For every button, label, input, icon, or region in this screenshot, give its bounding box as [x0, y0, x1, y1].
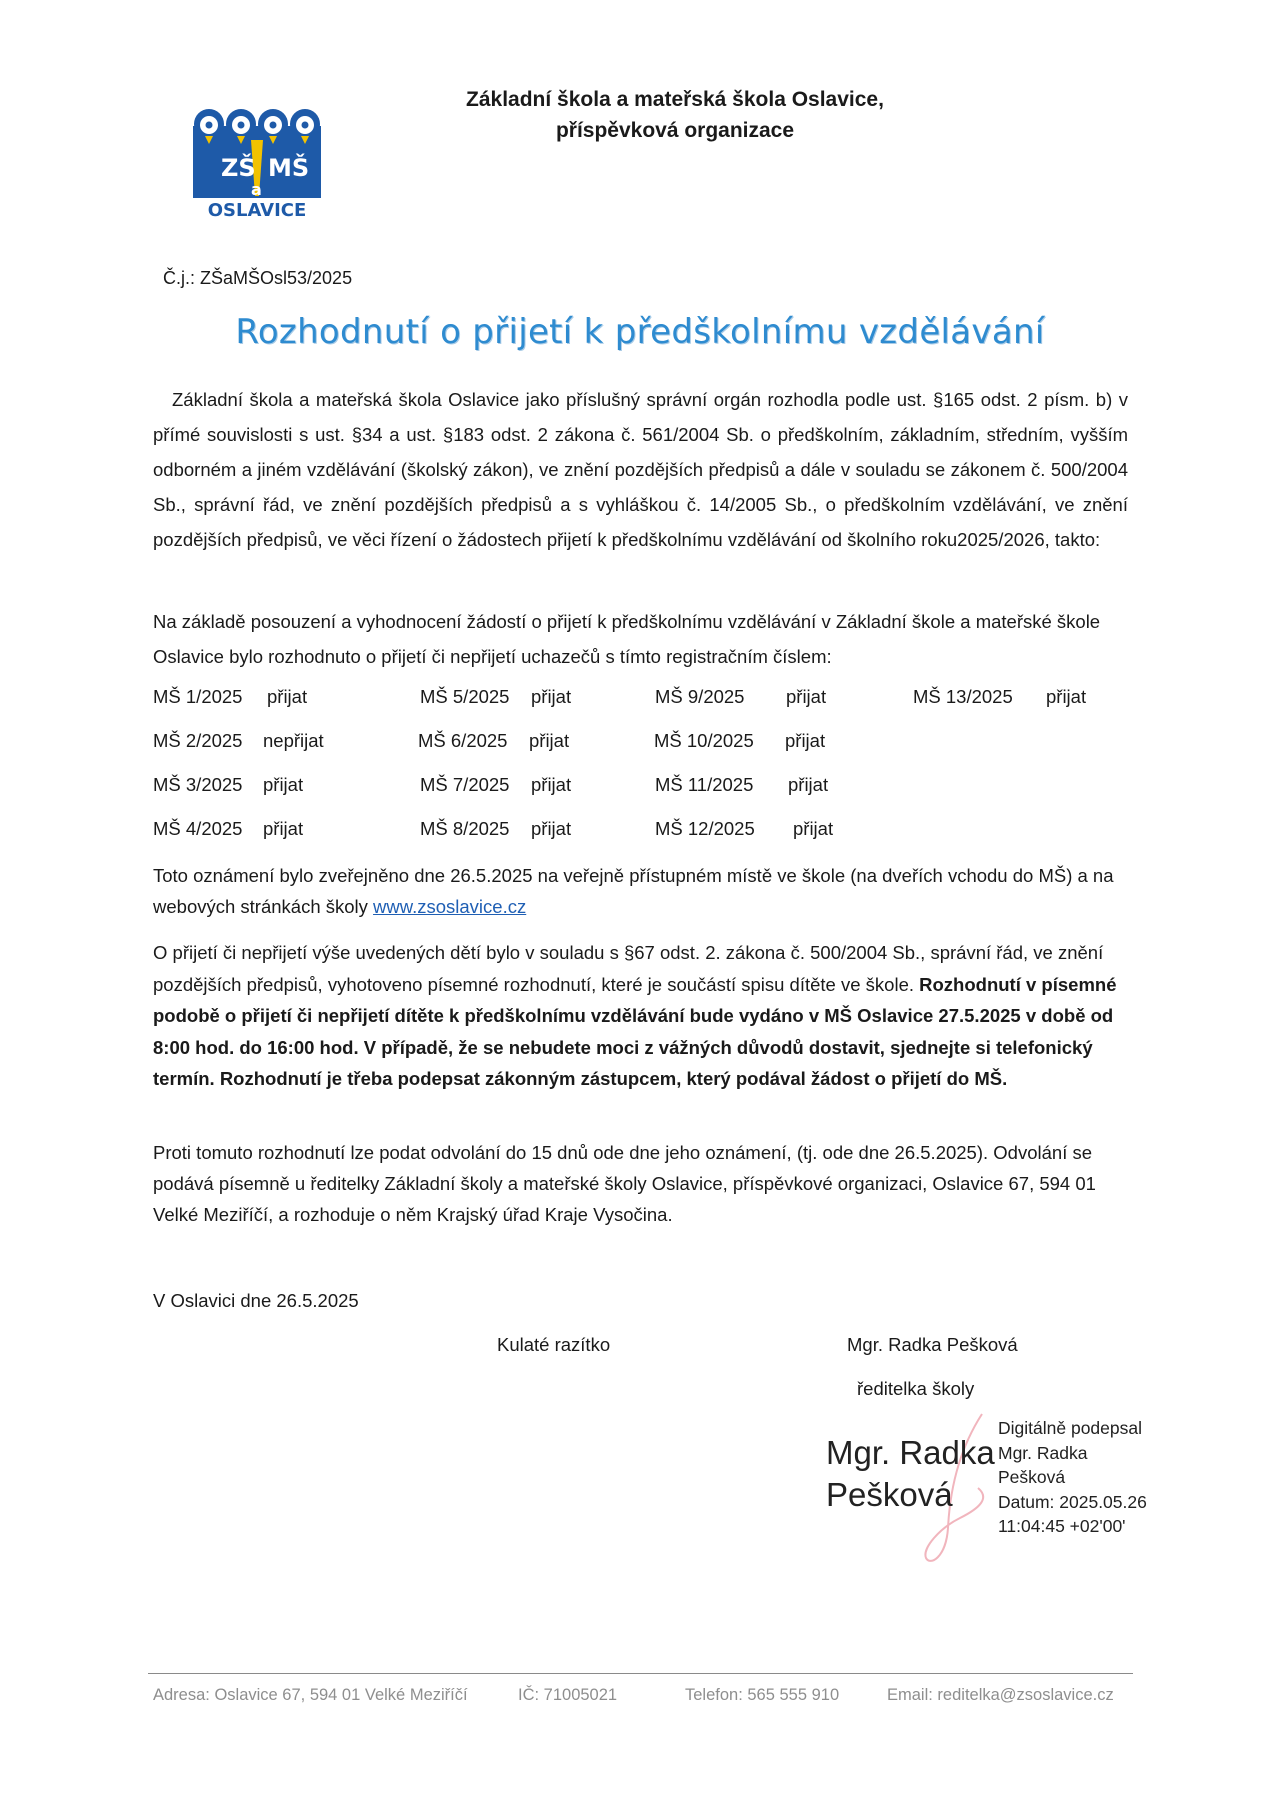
result-status: přijat: [793, 818, 834, 839]
written-decision-bold-text: Rozhodnutí v písemné podobě o přijetí či nepřijetí dítěte k předškolnímu vzdělávání bude vydáno v MŠ Oslavice 27.5.2025 v době od 8:00 hod. do 16:00 hod. V případě, že se nebudete moci z vážných důvodů dostavit, sjednejte si telefonický termín. Rozhodnutí je třeba podepsat zákonným zástupcem, který podával žádost o přijetí do MŠ.: [153, 973, 1117, 1089]
appeal-paragraph: Proti tomuto rozhodnutí lze podat odvolání do 15 dnů ode dne jeho oznámení, (tj. ode dne 26.5.2025). Odvolání se podává písemně u ředitelky Základní školy a mateřské školy Oslavice, příspěvkové organizaci, Oslavice 67, 594 01 Velké Meziříčí, a rozhoduje o něm Krajský úřad Kraje Vysočina.: [153, 1142, 1096, 1225]
footer-ico: IČ: 71005021: [518, 1686, 618, 1704]
footer-divider: [148, 1673, 1133, 1674]
signer-role: ředitelka školy: [857, 1378, 975, 1399]
results-row: [153, 730, 1128, 760]
result-id: MŠ 12/2025: [655, 818, 755, 839]
result-status: přijat: [786, 686, 827, 707]
result-id: MŠ 11/2025: [655, 774, 754, 795]
signature-info-line: Datum: 2025.05.26: [998, 1491, 1147, 1512]
digital-signature-name: [826, 1432, 995, 1516]
publication-notice: [153, 860, 1128, 922]
reference-number: Č.j.: ZŠaMŠOsl53/2025: [163, 268, 353, 288]
signature-name-line2: Pešková: [826, 1476, 953, 1513]
result-id: MŠ 9/2025: [655, 686, 745, 707]
signature-info-line: 11:04:45 +02'00': [998, 1516, 1126, 1536]
results-row: [153, 774, 1128, 804]
footer-address: Adresa: Oslavice 67, 594 01 Velké Meziříčí: [153, 1686, 468, 1704]
stamp-label: Kulaté razítko: [497, 1334, 611, 1355]
footer: [153, 1686, 1133, 1710]
svg-text:a: a: [251, 180, 262, 199]
result-status: přijat: [531, 686, 572, 707]
school-name-line1: Základní škola a mateřská škola Oslavice,: [466, 88, 884, 111]
result-status: přijat: [531, 818, 572, 839]
result-id: MŠ 6/2025: [418, 730, 508, 751]
written-decision-text: O přijetí či nepřijetí výše uvedených dětí bylo v souladu s §67 odst. 2. zákona č. 500/2004 Sb., správní řád, ve znění pozdějších předpisů, vyhotoveno písemné rozhodnutí, které je součástí spisu dítěte ve škole.: [153, 942, 1104, 995]
school-website-link[interactable]: www.zsoslavice.cz: [373, 896, 527, 917]
result-id: MŠ 3/2025: [153, 774, 243, 795]
result-id: MŠ 5/2025: [420, 686, 510, 707]
result-status: přijat: [531, 774, 572, 795]
decision-intro-paragraph: [153, 382, 1128, 557]
notice-text: Toto oznámení bylo zveřejněno dne 26.5.2025 na veřejně přístupném místě ve škole (na dveřích vchodu do MŠ) a na webových stránkách školy: [153, 865, 1114, 917]
decision-statement-paragraph: Na základě posouzení a vyhodnocení žádostí o přijetí k předškolnímu vzdělávání v Základní škole a mateřské škole Oslavice bylo rozhodnuto o přijetí či nepřijetí uchazečů s tímto registračním číslem:: [153, 611, 1101, 667]
results-row: [153, 818, 1128, 848]
place-date: V Oslavici dne 26.5.2025: [153, 1290, 359, 1311]
results-row: [153, 686, 1128, 716]
signature-info-line: Mgr. Radka: [998, 1442, 1088, 1463]
result-id: MŠ 7/2025: [420, 774, 510, 795]
result-status: přijat: [529, 730, 570, 751]
result-status: přijat: [263, 774, 304, 795]
result-status: přijat: [785, 730, 826, 751]
digital-signature-info: [998, 1416, 1147, 1539]
intro-text: Základní škola a mateřská škola Oslavice jako příslušný správní orgán rozhodla podle ust. §165 odst. 2 písm. b) v přímé souvislosti s ust. §34 a ust. §183 odst. 2 zákona č. 561/2004 Sb. o předškolním, základním, středním, vyšším odborném a jiném vzdělávání (školský zákon), ve znění pozdějších předpisů a dále v souladu se zákonem č. 500/2004 Sb., správní řád, ve znění pozdějších předpisů a s vyhláškou č. 14/2005 Sb., o předškolním vzdělávání, ve znění pozdějších předpisů, ve věci řízení o žádostech přijetí k předškolnímu vzdělávání od školního roku2025/2026, takto:: [153, 389, 1128, 550]
result-id: MŠ 4/2025: [153, 818, 243, 839]
svg-text:MŠ: MŠ: [268, 154, 310, 182]
school-name-line2: příspěvková organizace: [555, 119, 795, 142]
signature-info-line: Pešková: [998, 1467, 1066, 1487]
result-status: přijat: [267, 686, 308, 707]
school-logo: [193, 104, 321, 220]
svg-text:OSLAVICE: OSLAVICE: [207, 200, 307, 220]
result-id: MŠ 2/2025: [153, 730, 243, 751]
footer-email: Email: reditelka@zsoslavice.cz: [887, 1686, 1114, 1704]
result-id: MŠ 8/2025: [420, 818, 510, 839]
signer-name: Mgr. Radka Pešková: [847, 1334, 1018, 1355]
footer-phone: Telefon: 565 555 910: [685, 1686, 840, 1704]
result-id: MŠ 13/2025: [913, 686, 1013, 707]
signature-name-line1: Mgr. Radka: [826, 1434, 995, 1471]
result-status: nepřijat: [263, 730, 324, 751]
signature-info-line: Digitálně podepsal: [998, 1418, 1142, 1438]
document-title: Rozhodnutí o přijetí k předškolnímu vzdělávání: [235, 312, 1045, 352]
result-status: přijat: [1046, 686, 1087, 707]
result-status: přijat: [788, 774, 829, 795]
result-id: MŠ 10/2025: [654, 730, 754, 751]
result-id: MŠ 1/2025: [153, 686, 243, 707]
result-status: přijat: [263, 818, 304, 839]
svg-text:ZŠ: ZŠ: [221, 154, 256, 182]
school-name: [380, 84, 970, 146]
written-decision-paragraph: [153, 937, 1128, 1095]
